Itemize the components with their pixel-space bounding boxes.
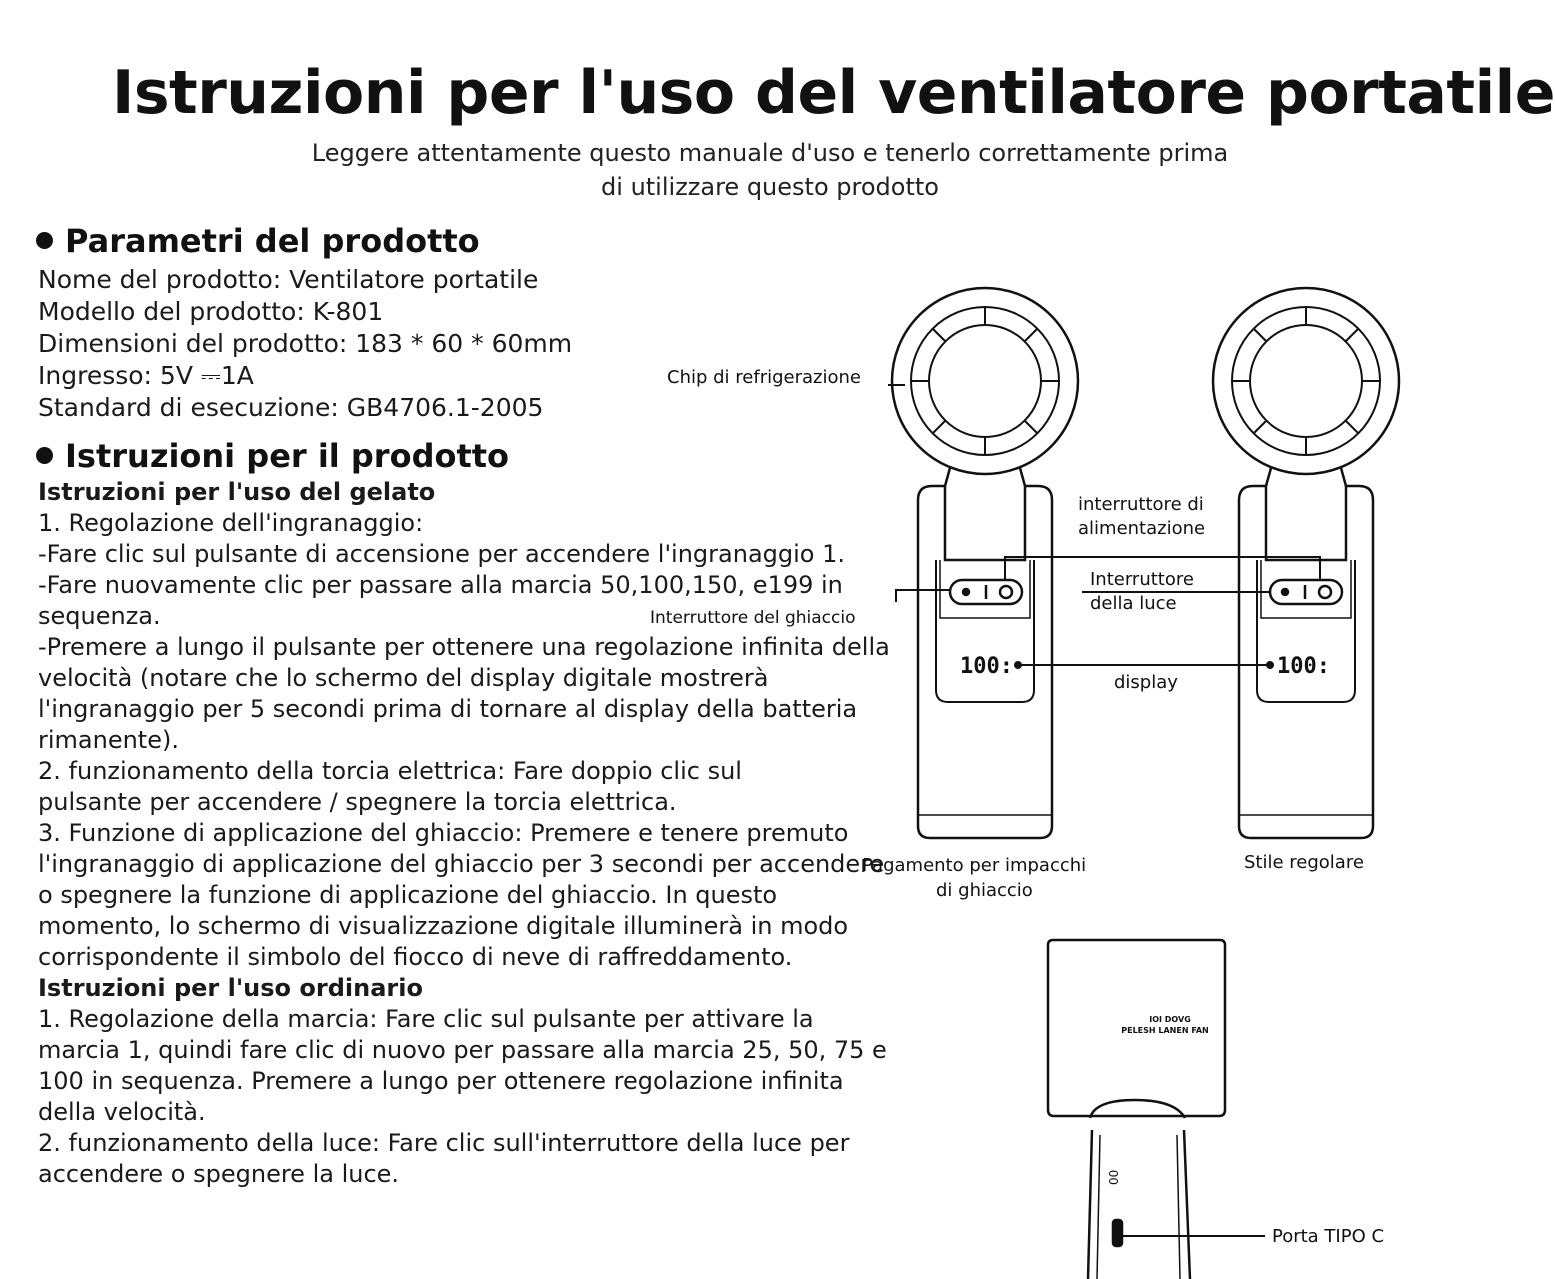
ice-instruction-line: 3. Funzione di applicazione del ghiaccio: Premere e tenere premuto l'ingranaggio di applicazione del ghiaccio per 3 secondi per accendere o spegnere la funzione di applicazione del ghiaccio. In questo momento, lo schermo di visualizzazione digitale illuminerà in modo corrispondente il simbolo del fiocco di neve di raffreddamento.	[38, 819, 885, 971]
ice-instructions-title: Istruzioni per l'uso del gelato	[38, 478, 436, 506]
label-light-switch-line-2: della luce	[1090, 593, 1177, 614]
display-readout-left: 100:	[960, 654, 1013, 679]
param-line: Dimensioni del prodotto: 183 * 60 * 60mm	[38, 329, 573, 358]
label-typec-port: Porta TIPO C	[1272, 1226, 1385, 1247]
subtitle-line-1: Leggere attentamente questo manuale d'uso e tenerlo correttamente prima	[311, 139, 1229, 167]
param-line: Nome del prodotto: Ventilatore portatile	[38, 265, 539, 294]
fan-regular-illustration	[1213, 288, 1399, 838]
ordinary-instruction-line: 2. funzionamento della luce: Fare clic sull'interruttore della luce per accendere o spegnere la luce.	[38, 1129, 850, 1188]
label-display: display	[1114, 672, 1178, 693]
port-marking: 00	[1107, 1169, 1121, 1185]
label-ice-pack-line-1: Pagamento per impacchi	[862, 855, 1087, 876]
label-ice-pack-line-2: di ghiaccio	[936, 880, 1033, 901]
params-heading-text: Parametri del prodotto	[65, 222, 480, 260]
ice-instruction-line: 2. funzionamento della torcia elettrica: Fare doppio clic sul pulsante per accendere / spegnere la torcia elettrica.	[38, 757, 742, 816]
param-line: Standard di esecuzione: GB4706.1-2005	[38, 393, 544, 422]
label-light-switch-line-1: Interruttore	[1090, 569, 1194, 590]
typec-device-illustration	[1048, 940, 1265, 1279]
ordinary-instruction-line: 1. Regolazione della marcia: Fare clic sul pulsante per attivare la marcia 1, quindi fare clic di nuovo per passare alla marcia 25, 50, 75 e 100 in sequenza. Premere a lungo per ottenere regolazione infinita della velocità.	[38, 1005, 887, 1126]
ice-instruction-line: -Fare clic sul pulsante di accensione per accendere l'ingranaggio 1.	[38, 540, 845, 568]
display-readout-right: 100:	[1277, 654, 1330, 679]
label-power-switch-line-2: alimentazione	[1078, 518, 1206, 539]
device-box-text-2: PELESH LANEN FAN	[1121, 1026, 1209, 1035]
device-box-text-1: IOI DOVG	[1149, 1015, 1191, 1024]
param-line: Modello del prodotto: K-801	[38, 297, 384, 326]
subtitle-line-2: di utilizzare questo prodotto	[601, 173, 939, 201]
label-refrigeration-chip: Chip di refrigerazione	[667, 367, 861, 388]
label-power-switch-line-1: interruttore di	[1078, 494, 1204, 515]
fan-ice-pack-illustration	[892, 288, 1078, 838]
instructions-heading-text: Istruzioni per il prodotto	[65, 437, 510, 475]
param-line: Ingresso: 5V ⎓1A	[38, 361, 254, 390]
page-title: Istruzioni per l'uso del ventilatore portatile	[112, 58, 1555, 128]
ordinary-instructions-title: Istruzioni per l'uso ordinario	[38, 974, 423, 1002]
label-ice-switch: Interruttore del ghiaccio	[650, 608, 856, 628]
ice-instruction-line: -Premere a lungo il pulsante per ottenere una regolazione infinita della velocità (notare che lo schermo del display digitale mostrerà l'ingranaggio per 5 secondi prima di tornare al display della batteria rimanente).	[38, 633, 890, 754]
label-regular-style: Stile regolare	[1244, 852, 1364, 873]
ice-instruction-line: -Fare nuovamente clic per passare alla marcia 50,100,150, e199 in sequenza.	[38, 571, 843, 630]
ice-instruction-line: 1. Regolazione dell'ingranaggio:	[38, 509, 424, 537]
